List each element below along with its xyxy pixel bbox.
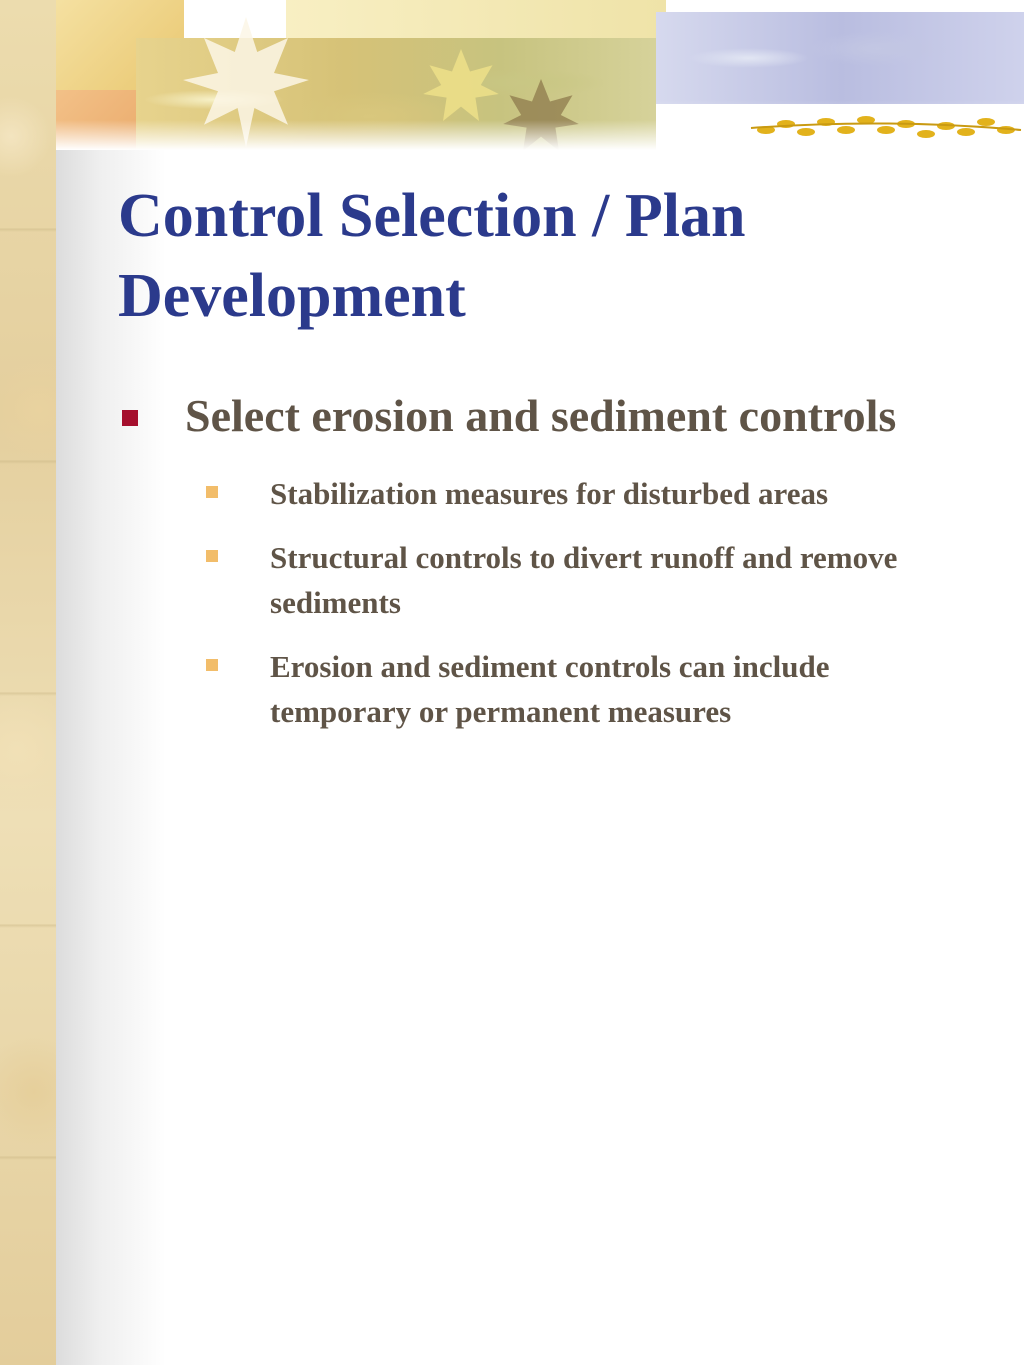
sub-bullet-text: Erosion and sediment controls can include temporary or permanent measures	[270, 649, 830, 729]
square-bullet-icon	[122, 410, 138, 426]
parchment-sidebar	[0, 0, 56, 1365]
bullet-list	[118, 385, 978, 753]
banner-flower-collage	[656, 12, 1024, 104]
sub-bullet-group	[118, 471, 978, 734]
decorative-banner	[56, 0, 1024, 150]
square-bullet-icon	[206, 659, 218, 671]
bullet-item	[118, 385, 978, 447]
sub-bullet-list	[118, 471, 978, 734]
bullet-text: Select erosion and sediment controls	[185, 390, 897, 441]
sub-bullet-item	[118, 535, 978, 625]
maple-leaf-icon	[416, 40, 506, 130]
sub-bullet-text: Structural controls to divert runoff and remove sediments	[270, 540, 898, 620]
wheat-icon	[746, 100, 1024, 150]
sub-bullet-text: Stabilization measures for disturbed areas	[270, 476, 829, 511]
slide-title: Control Selection / Plan Development	[118, 182, 746, 330]
banner-tile	[286, 0, 666, 40]
sub-bullet-item	[118, 471, 978, 516]
sub-bullet-item	[118, 644, 978, 734]
square-bullet-icon	[206, 486, 218, 498]
square-bullet-icon	[206, 550, 218, 562]
